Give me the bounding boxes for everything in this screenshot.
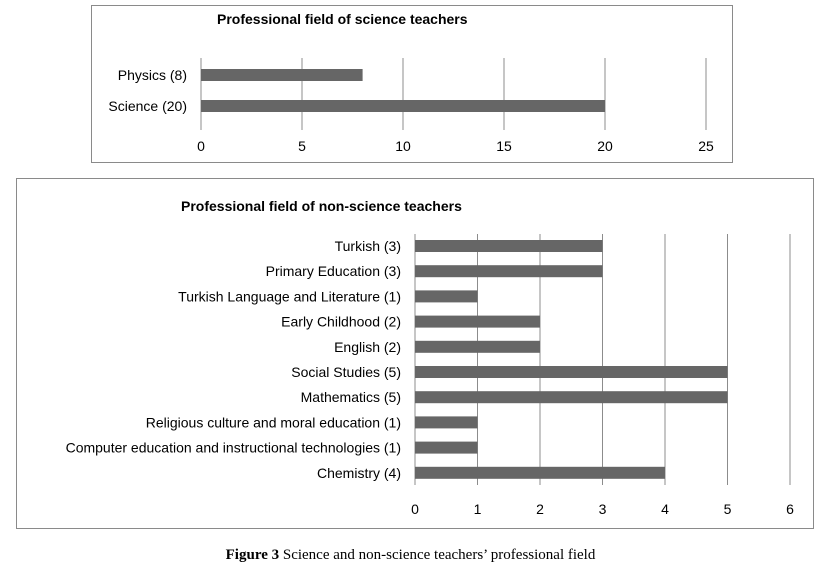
x-tick-label: 0 (197, 138, 205, 154)
category-label: Chemistry (4) (316, 464, 401, 481)
non-science-teachers-chart-panel (16, 178, 814, 529)
x-tick-label: 1 (473, 501, 482, 517)
bar (201, 69, 363, 81)
bar (415, 416, 478, 428)
bar (415, 240, 603, 252)
category-label: Mathematics (5) (300, 389, 401, 406)
category-label: Social Studies (5) (291, 364, 401, 380)
bar (415, 316, 540, 328)
bar (415, 391, 728, 403)
x-tick-label: 25 (698, 138, 714, 154)
category-label: English (2) (334, 338, 401, 355)
x-tick-label: 6 (786, 501, 794, 517)
x-tick-label: 15 (496, 138, 512, 154)
bar (415, 467, 665, 479)
category-labels (108, 67, 187, 114)
figure-caption-text: Science and non-science teachers’ professional field (279, 547, 596, 563)
category-labels (66, 238, 401, 481)
category-label: Early Childhood (2) (281, 313, 401, 330)
category-label: Science (20) (108, 98, 187, 114)
bars (415, 240, 728, 479)
category-label: Physics (8) (117, 67, 187, 83)
category-label: Turkish Language and Literature (1) (178, 288, 401, 305)
bar (415, 265, 603, 277)
bar (415, 290, 478, 302)
category-label: Computer education and instructional technologies (1) (65, 439, 401, 456)
figure-label: Figure 3 (225, 547, 280, 563)
x-tick-label: 2 (536, 501, 544, 517)
tick-labels (411, 501, 794, 517)
x-tick-label: 20 (597, 138, 613, 154)
category-label: Turkish (3) (334, 238, 401, 254)
gridlines (201, 58, 706, 130)
category-label: Primary Education (3) (265, 263, 401, 280)
chart-title: Professional field of non-science teachers (181, 198, 462, 214)
category-label: Religious culture and moral education (1) (145, 414, 401, 431)
x-tick-label: 0 (411, 501, 419, 517)
x-tick-label: 3 (598, 501, 607, 517)
tick-labels (197, 138, 714, 154)
science-teachers-chart (92, 6, 734, 164)
figure-caption (0, 547, 821, 564)
x-tick-label: 4 (661, 501, 669, 517)
science-teachers-chart-panel (91, 5, 733, 163)
bar (415, 341, 540, 353)
x-tick-label: 5 (298, 138, 306, 154)
x-tick-label: 5 (723, 501, 732, 517)
x-tick-label: 10 (395, 138, 411, 154)
non-science-teachers-chart (17, 179, 815, 530)
bar (201, 100, 605, 112)
chart-title: Professional field of science teachers (217, 11, 468, 27)
bar (415, 366, 728, 378)
bar (415, 442, 478, 454)
